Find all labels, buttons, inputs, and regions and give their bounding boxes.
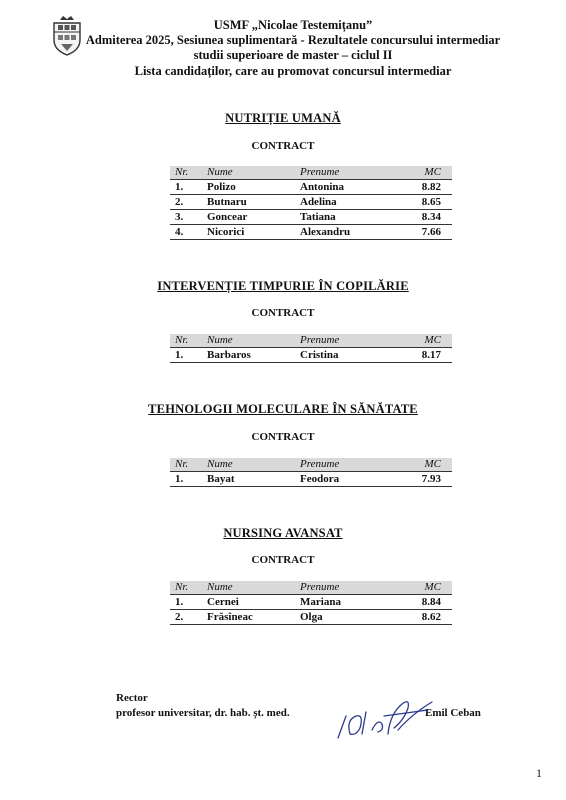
cell-nume: Polizo [207,181,236,193]
signatory-title: profesor universitar, dr. hab. șt. med. [116,707,290,719]
table-row [170,180,452,195]
cell-nr: 2. [175,611,184,623]
cell-nr: 4. [175,226,184,238]
signatory-name: Emil Ceban [425,707,481,719]
col-nr: Nr. [175,166,189,178]
cell-nr: 1. [175,181,184,193]
cell-nume: Goncear [207,211,248,223]
table-row [170,195,452,210]
cell-prenume: Olga [300,611,323,623]
cell-mc: 8.84 [421,596,441,608]
cell-mc: 7.66 [421,226,441,238]
results-table-nursing [170,581,452,625]
col-nume: Nume [207,166,233,178]
cell-nume: Bayat [207,473,235,485]
cell-mc: 7.93 [421,473,441,485]
table-row [170,348,452,363]
table-header [170,334,452,348]
col-prenume: Prenume [300,166,340,178]
table-row [170,610,452,625]
handwritten-signature [332,694,442,746]
cell-prenume: Feodora [300,473,340,485]
section-title-tehnologii: TEHNOLOGII MOLECULARE ÎN SĂNĂTATE [148,402,418,416]
table-row [170,225,452,240]
cell-mc: 8.62 [421,611,441,623]
section-subtitle-contract: CONTRACT [251,307,315,319]
cell-nr: 1. [175,349,184,361]
cell-nr: 2. [175,196,184,208]
results-table-nutritie [170,166,452,240]
table-header [170,581,452,595]
cell-prenume: Adelina [300,196,337,208]
cell-prenume: Mariana [300,596,341,608]
header-cycle: studii superioare de master – ciclul II [193,48,393,62]
section-subtitle-contract: CONTRACT [251,431,315,443]
signatory-role: Rector [116,692,148,704]
cell-mc: 8.17 [421,349,441,361]
section-title-nutritie: NUTRIȚIE UMANĂ [225,111,341,125]
col-mc: MC [424,581,441,593]
cell-nume: Frăsîneac [207,611,253,623]
col-nume: Nume [207,581,233,593]
cell-mc: 8.34 [421,211,441,223]
cell-nr: 1. [175,473,184,485]
cell-mc: 8.65 [421,196,441,208]
page-number: 1 [536,766,542,780]
col-prenume: Prenume [300,581,340,593]
results-table-interventie [170,334,452,363]
results-table-tehnologii [170,458,452,487]
cell-prenume: Alexandru [300,226,351,238]
table-header [170,166,452,180]
cell-nr: 1. [175,596,184,608]
cell-nume: Cernei [207,596,239,608]
col-mc: MC [424,334,441,346]
table-header [170,458,452,472]
col-prenume: Prenume [300,458,340,470]
table-row [170,210,452,225]
table-row [170,472,452,487]
table-row [170,595,452,610]
cell-nume: Butnaru [207,196,247,208]
cell-nume: Nicorici [207,226,245,238]
section-title-nursing: NURSING AVANSAT [223,526,343,540]
col-mc: MC [424,458,441,470]
section-subtitle-contract: CONTRACT [251,554,315,566]
col-nr: Nr. [175,458,189,470]
cell-prenume: Antonina [300,181,345,193]
col-nume: Nume [207,458,233,470]
col-mc: MC [424,166,441,178]
cell-prenume: Tatiana [300,211,336,223]
cell-nr: 3. [175,211,184,223]
cell-nume: Barbaros [207,349,251,361]
header-admission: Admiterea 2025, Sesiunea suplimentară - Rezultatele concursului intermediar [85,33,501,47]
col-nr: Nr. [175,581,189,593]
cell-mc: 8.82 [421,181,441,193]
section-title-interventie: INTERVENȚIE TIMPURIE ÎN COPILĂRIE [157,279,409,293]
section-subtitle-contract: CONTRACT [251,140,315,152]
header-university: USMF „Nicolae Testemițanu” [213,18,373,32]
col-prenume: Prenume [300,334,340,346]
cell-prenume: Cristina [300,349,339,361]
header-list-title: Lista candidaților, care au promovat concursul intermediar [134,64,452,78]
col-nume: Nume [207,334,233,346]
col-nr: Nr. [175,334,189,346]
